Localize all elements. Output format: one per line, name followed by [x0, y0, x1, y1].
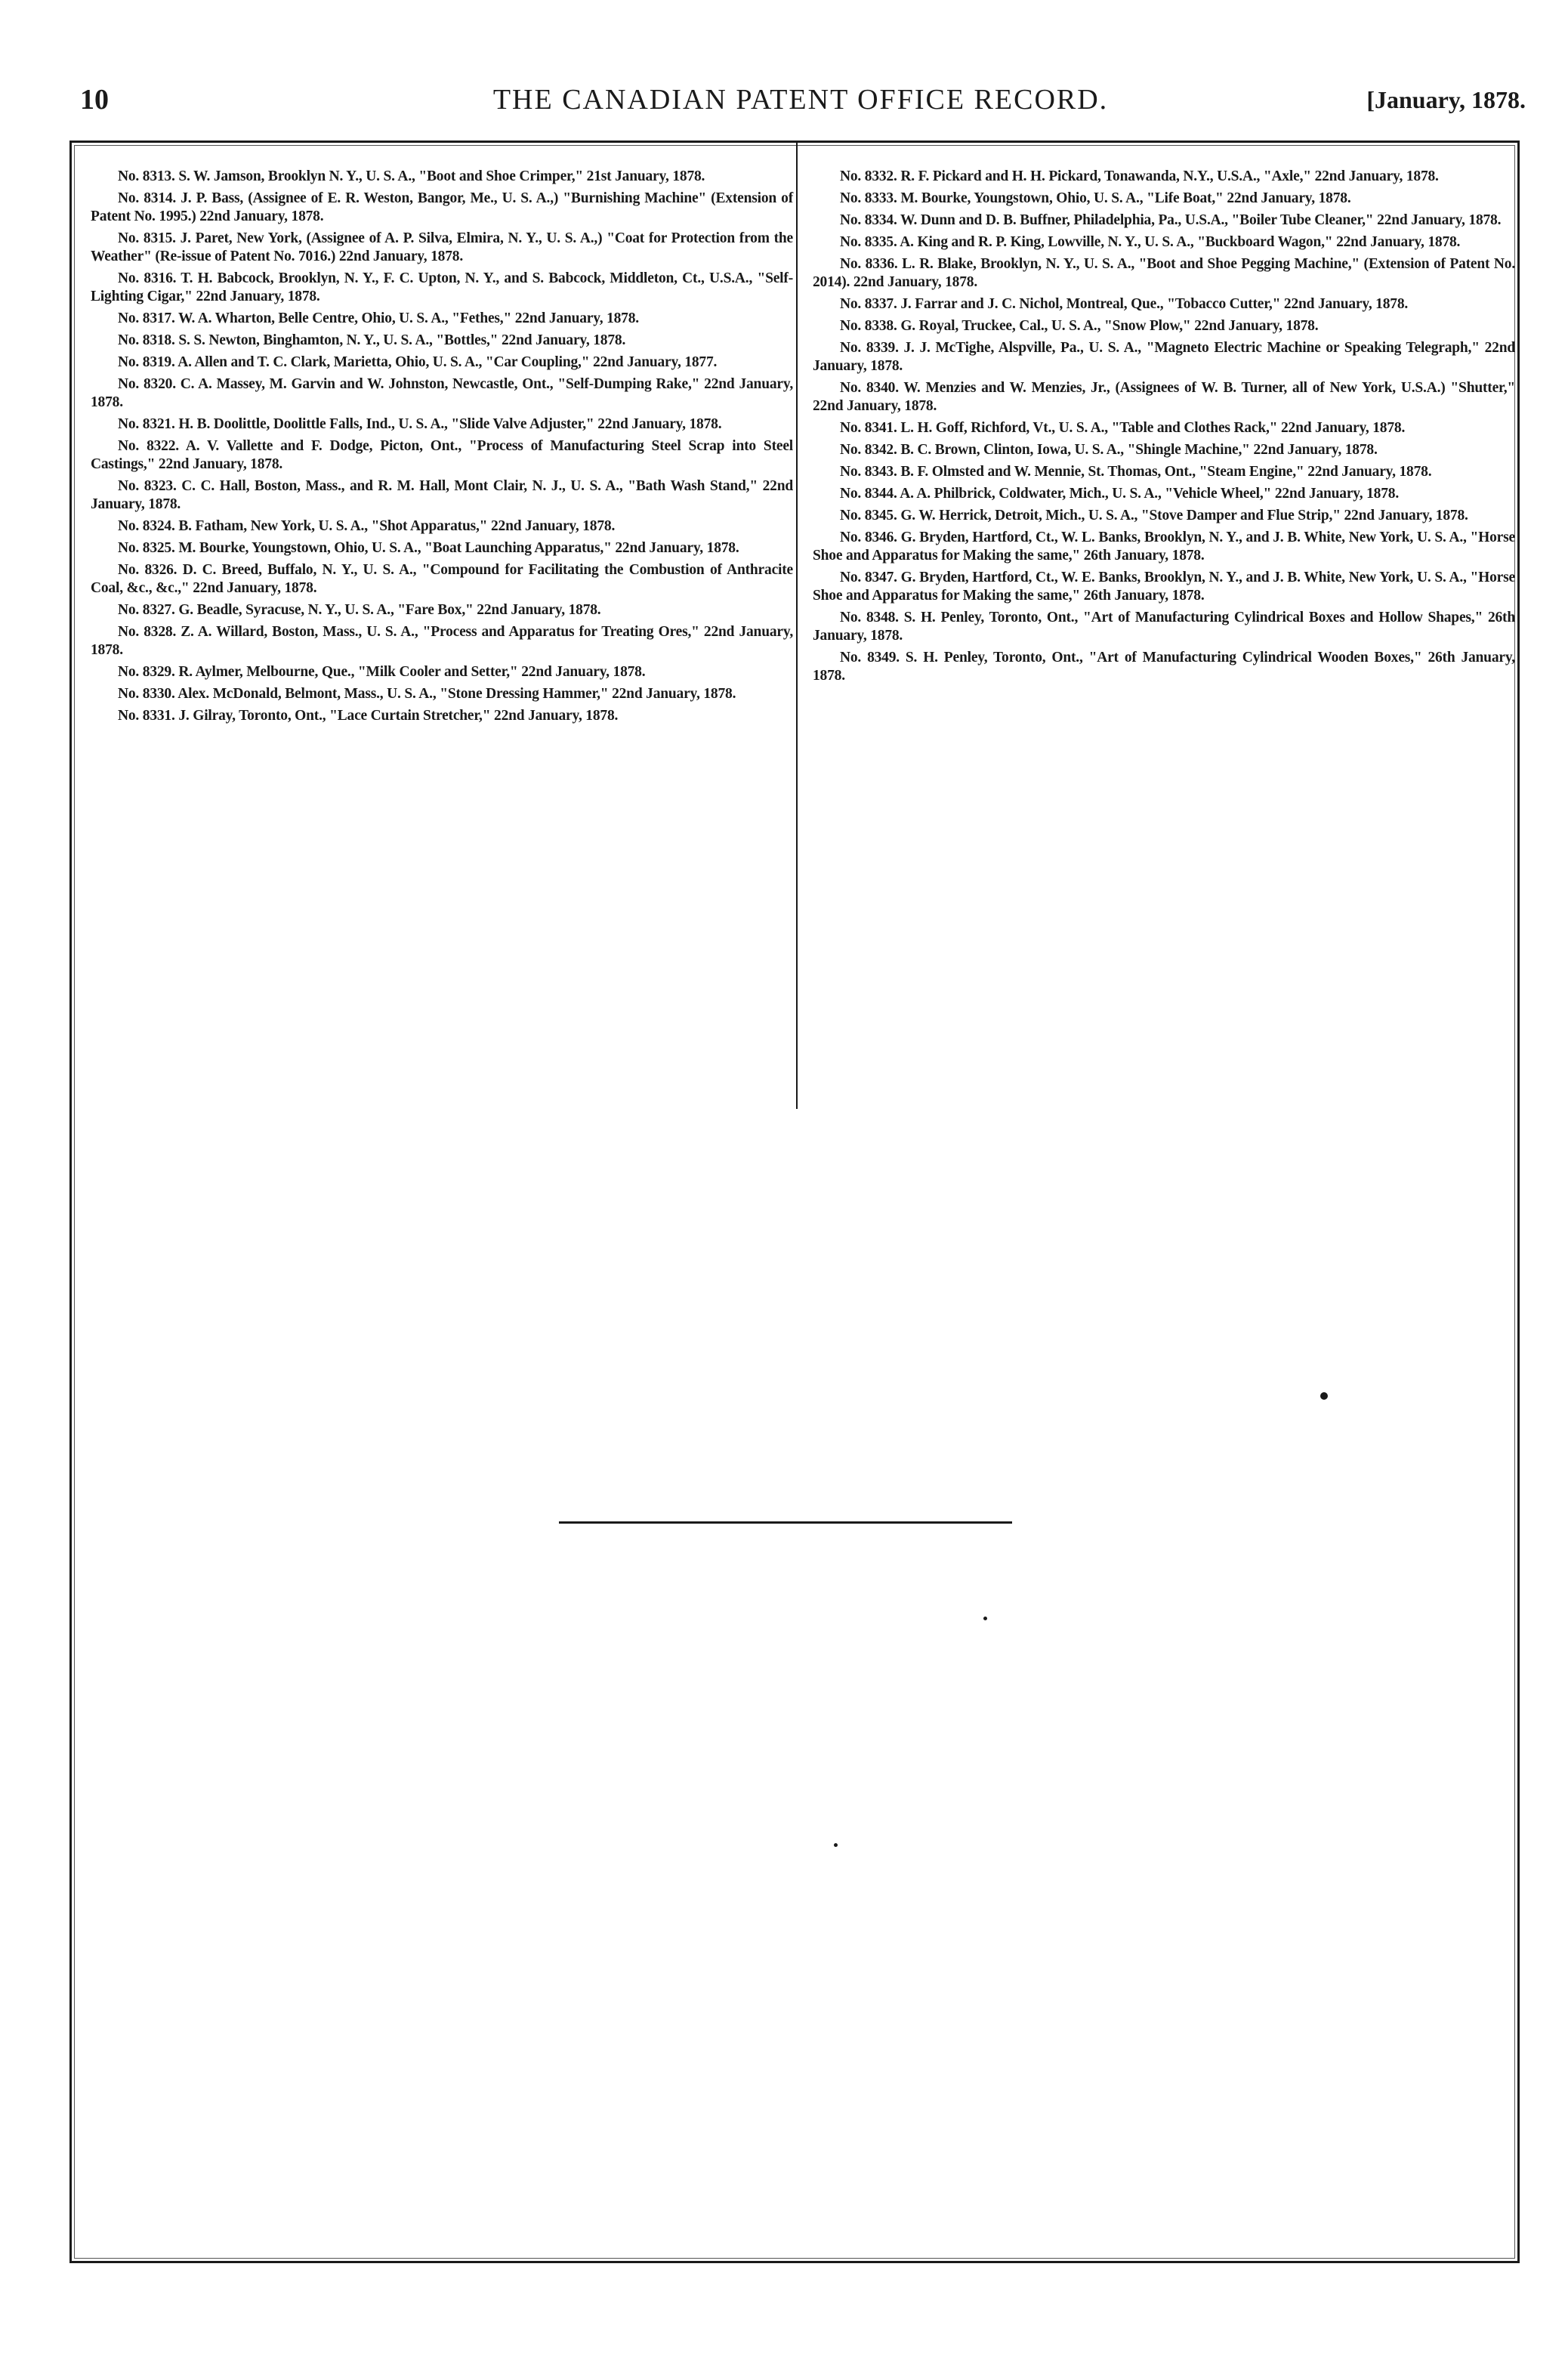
patent-entry: No. 8348. S. H. Penley, Toronto, Ont., "Art of Manufacturing Cylindrical Boxes and Hollow Shapes," 26th January, 1878. [813, 610, 1515, 644]
patent-entry: No. 8331. J. Gilray, Toronto, Ont., "Lace Curtain Stretcher," 22nd January, 1878. [118, 708, 619, 724]
patent-entry: No. 8317. W. A. Wharton, Belle Centre, Ohio, U. S. A., "Fethes," 22nd January, 1878. [118, 310, 639, 326]
patent-entry: No. 8330. Alex. McDonald, Belmont, Mass., U. S. A., "Stone Dressing Hammer," 22nd January, 1878. [118, 686, 736, 702]
patent-entry: No. 8333. M. Bourke, Youngstown, Ohio, U. S. A., "Life Boat," 22nd January, 1878. [840, 190, 1351, 206]
ink-speck [983, 1617, 987, 1620]
patent-entry: No. 8325. M. Bourke, Youngstown, Ohio, U. S. A., "Boat Launching Apparatus," 22nd January, 1878. [118, 540, 739, 556]
patent-entry: No. 8332. R. F. Pickard and H. H. Pickard, Tonawanda, N.Y., U.S.A., "Axle," 22nd January, 1878. [840, 168, 1439, 184]
ink-speck [834, 1843, 838, 1847]
patent-entry: No. 8343. B. F. Olmsted and W. Mennie, St. Thomas, Ont., "Steam Engine," 22nd January, 1878. [840, 464, 1432, 480]
page-number: 10 [80, 84, 109, 116]
running-head [76, 79, 1526, 124]
patent-entry: No. 8328. Z. A. Willard, Boston, Mass., U. S. A., "Process and Apparatus for Treating Ores," 22nd January, 1878. [91, 624, 793, 658]
patent-entry: No. 8319. A. Allen and T. C. Clark, Marietta, Ohio, U. S. A., "Car Coupling," 22nd January, 1877. [118, 354, 718, 370]
patent-entry: No. 8341. L. H. Goff, Richford, Vt., U. S. A., "Table and Clothes Rack," 22nd January, 1878. [840, 420, 1406, 436]
patent-entry: No. 8324. B. Fatham, New York, U. S. A., "Shot Apparatus," 22nd January, 1878. [118, 518, 616, 534]
patent-entry: No. 8322. A. V. Vallette and F. Dodge, Picton, Ont., "Process of Manufacturing Steel Scrap into Steel Castings," 22nd January, 1878. [91, 438, 793, 472]
section-separator [559, 1521, 1012, 1524]
left-column [91, 168, 793, 729]
patent-entry: No. 8349. S. H. Penley, Toronto, Ont., "Art of Manufacturing Cylindrical Wooden Boxes," 26th January, 1878. [813, 650, 1515, 684]
patent-entry: No. 8334. W. Dunn and D. B. Buffner, Philadelphia, Pa., U.S.A., "Boiler Tube Cleaner," 22nd January, 1878. [840, 212, 1502, 228]
patent-entry: No. 8314. J. P. Bass, (Assignee of E. R. Weston, Bangor, Me., U. S. A.,) "Burnishing Machine" (Extension of Patent No. 1995.) 22nd January, 1878. [91, 190, 793, 224]
patent-entry: No. 8335. A. King and R. P. King, Lowville, N. Y., U. S. A., "Buckboard Wagon," 22nd January, 1878. [840, 234, 1461, 250]
patent-entry: No. 8323. C. C. Hall, Boston, Mass., and R. M. Hall, Mont Clair, N. J., U. S. A., "Bath Wash Stand," 22nd January, 1878. [91, 478, 793, 512]
patent-entry: No. 8347. G. Bryden, Hartford, Ct., W. E. Banks, Brooklyn, N. Y., and J. B. White, New York, U. S. A., "Horse Shoe and Apparatus for Making the same," 26th January, 1878. [813, 570, 1515, 604]
patent-entry: No. 8327. G. Beadle, Syracuse, N. Y., U. S. A., "Fare Box," 22nd January, 1878. [118, 602, 601, 618]
patent-entry: No. 8337. J. Farrar and J. C. Nichol, Montreal, Que., "Tobacco Cutter," 22nd January, 1878. [840, 296, 1409, 312]
patent-entry: No. 8315. J. Paret, New York, (Assignee of A. P. Silva, Elmira, N. Y., U. S. A.,) "Coat for Protection from the Weather" (Re-issue of Patent No. 7016.) 22nd January, 1878. [91, 230, 793, 264]
issue-date: [January, 1878. [1366, 86, 1526, 113]
patent-entry: No. 8318. S. S. Newton, Binghamton, N. Y., U. S. A., "Bottles," 22nd January, 1878. [118, 332, 626, 348]
patent-entry: No. 8344. A. A. Philbrick, Coldwater, Mich., U. S. A., "Vehicle Wheel," 22nd January, 1878. [840, 486, 1399, 502]
patent-entry: No. 8320. C. A. Massey, M. Garvin and W. Johnston, Newcastle, Ont., "Self-Dumping Rake," 22nd January, 1878. [91, 376, 793, 410]
patent-entry: No. 8329. R. Aylmer, Melbourne, Que., "Milk Cooler and Setter," 22nd January, 1878. [118, 664, 646, 680]
patent-entry: No. 8342. B. C. Brown, Clinton, Iowa, U. S. A., "Shingle Machine," 22nd January, 1878. [840, 442, 1378, 458]
patent-entry: No. 8340. W. Menzies and W. Menzies, Jr., (Assignees of W. B. Turner, all of New York, U.S.A.) "Shutter," 22nd January, 1878. [813, 380, 1515, 414]
ink-speck [1320, 1392, 1328, 1400]
journal-title: THE CANADIAN PATENT OFFICE RECORD. [492, 84, 1109, 116]
patent-entry: No. 8321. H. B. Doolittle, Doolittle Falls, Ind., U. S. A., "Slide Valve Adjuster," 22nd January, 1878. [118, 416, 722, 432]
patent-entry: No. 8345. G. W. Herrick, Detroit, Mich., U. S. A., "Stove Damper and Flue Strip," 22nd January, 1878. [840, 508, 1468, 523]
patent-entry: No. 8338. G. Royal, Truckee, Cal., U. S. A., "Snow Plow," 22nd January, 1878. [840, 318, 1319, 334]
patent-entry: No. 8336. L. R. Blake, Brooklyn, N. Y., U. S. A., "Boot and Shoe Pegging Machine," (Extension of Patent No. 2014). 22nd January, 1878. [813, 256, 1515, 290]
column-rule [796, 142, 798, 1109]
patent-entry: No. 8346. G. Bryden, Hartford, Ct., W. L. Banks, Brooklyn, N. Y., and J. B. White, New York, U. S. A., "Horse Shoe and Apparatus for Making the same," 26th January, 1878. [813, 530, 1515, 564]
patent-entry: No. 8326. D. C. Breed, Buffalo, N. Y., U. S. A., "Compound for Facilitating the Combustion of Anthracite Coal, &c., &c.," 22nd January, 1878. [91, 562, 793, 596]
patent-entry: No. 8316. T. H. Babcock, Brooklyn, N. Y., F. C. Upton, N. Y., and S. Babcock, Middleton, Ct., U.S.A., "Self-Lighting Cigar," 22nd January, 1878. [91, 270, 793, 304]
patent-entry: No. 8339. J. J. McTighe, Alspville, Pa., U. S. A., "Magneto Electric Machine or Speaking Telegraph," 22nd January, 1878. [813, 340, 1515, 374]
right-column [813, 168, 1515, 689]
patent-entry: No. 8313. S. W. Jamson, Brooklyn N. Y., U. S. A., "Boot and Shoe Crimper," 21st January, 1878. [118, 168, 705, 184]
